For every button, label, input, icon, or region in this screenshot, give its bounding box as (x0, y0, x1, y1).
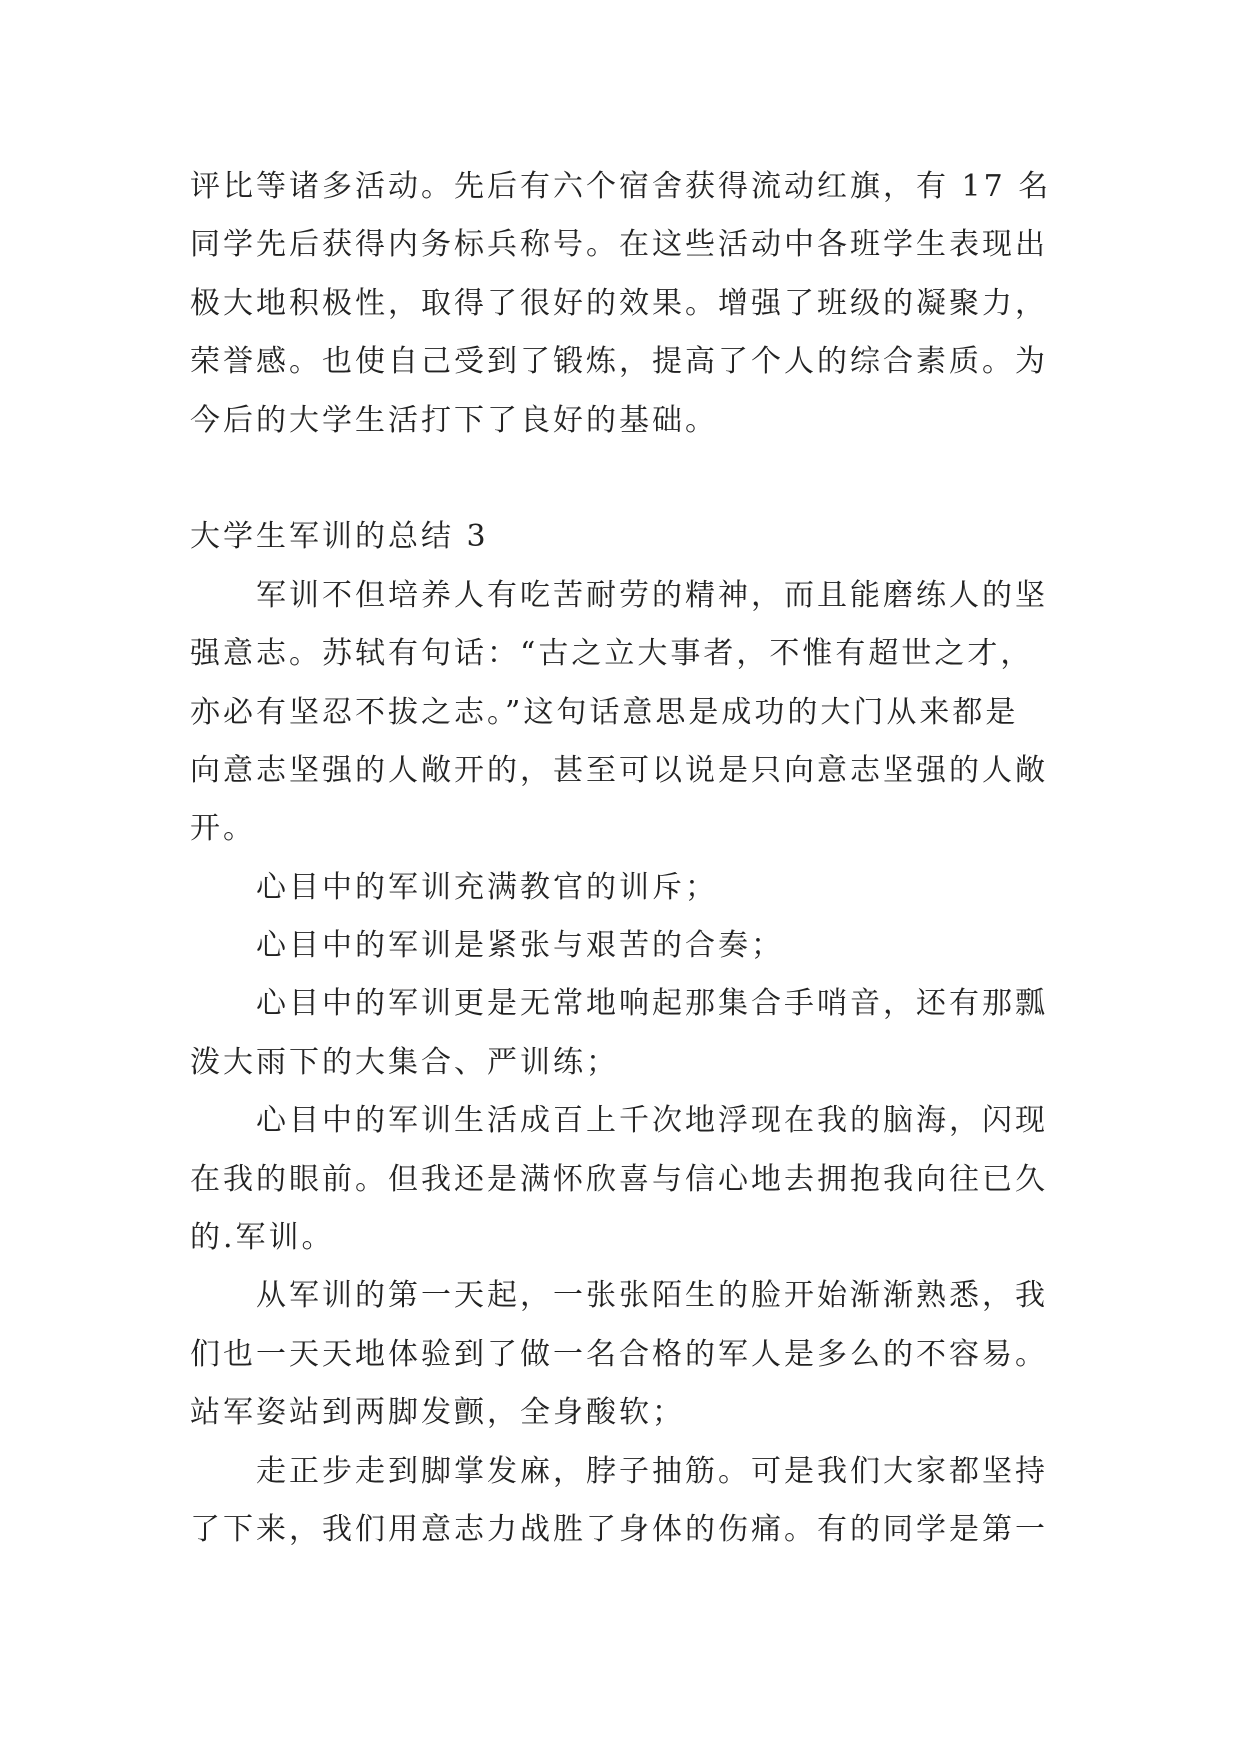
text-line: 在我的眼前。但我还是满怀欣喜与信心地去拥抱我向往已久 (190, 1161, 1048, 1197)
text-line: 了下来，我们用意志力战胜了身体的伤痛。有的同学是第一 (190, 1511, 1048, 1547)
text-line: 亦必有坚忍不拔之志。”这句话意思是成功的大门从来都是 (190, 694, 1019, 730)
paragraph (190, 1092, 1070, 1267)
text-line: 开。 (190, 811, 256, 847)
text-line: 的.军训。 (190, 1220, 335, 1256)
text-line: 荣誉感。也使自己受到了锻炼，提高了个人的综合素质。为 (190, 344, 1048, 380)
text-line: 同学先后获得内务标兵称号。在这些活动中各班学生表现出 (190, 227, 1048, 263)
text-line: 极大地积极性，取得了很好的效果。增强了班级的凝聚力， (190, 285, 1048, 321)
paragraph (190, 975, 1070, 1092)
text-line: 心目中的军训更是无常地响起那集合手哨音，还有那瓢 (256, 986, 1048, 1022)
text-line: 心目中的军训充满教官的训斥； (256, 869, 718, 905)
paragraph (190, 567, 1070, 859)
text-line: 心目中的军训生活成百上千次地浮现在我的脑海，闪现 (256, 1103, 1048, 1139)
text-line: 们也一天天地体验到了做一名合格的军人是多么的不容易。 (190, 1336, 1048, 1372)
text-line: 泼大雨下的大集合、严训练； (190, 1044, 619, 1080)
text-line: 向意志坚强的人敞开的，甚至可以说是只向意志坚强的人敞 (190, 752, 1048, 788)
paragraph (190, 917, 1070, 975)
continuation-paragraph (190, 158, 1070, 450)
text-line: 强意志。苏轼有句话：“古之立大事者，不惟有超世之才， (190, 636, 1034, 672)
text-line: 军训不但培养人有吃苦耐劳的精神，而且能磨练人的坚 (256, 577, 1048, 613)
text-line: 评比等诸多活动。先后有六个宿舍获得流动红旗，有 17 名 (190, 169, 1052, 204)
text-line: 心目中的军训是紧张与艰苦的合奏； (256, 928, 784, 964)
paragraph (190, 859, 1070, 917)
text-line: 从军训的第一天起，一张张陌生的脸开始渐渐熟悉，我 (256, 1278, 1048, 1314)
section-title: 大学生军训的总结 3 (190, 519, 489, 555)
text-line: 今后的大学生活打下了良好的基础。 (190, 402, 718, 438)
blank-line (190, 450, 1070, 508)
text-line: 站军姿站到两脚发颤，全身酸软； (190, 1395, 685, 1431)
paragraph (190, 1443, 1070, 1560)
document-body (190, 158, 1070, 1559)
paragraph (190, 1267, 1070, 1442)
text-line: 走正步走到脚掌发麻，脖子抽筋。可是我们大家都坚持 (256, 1453, 1048, 1489)
